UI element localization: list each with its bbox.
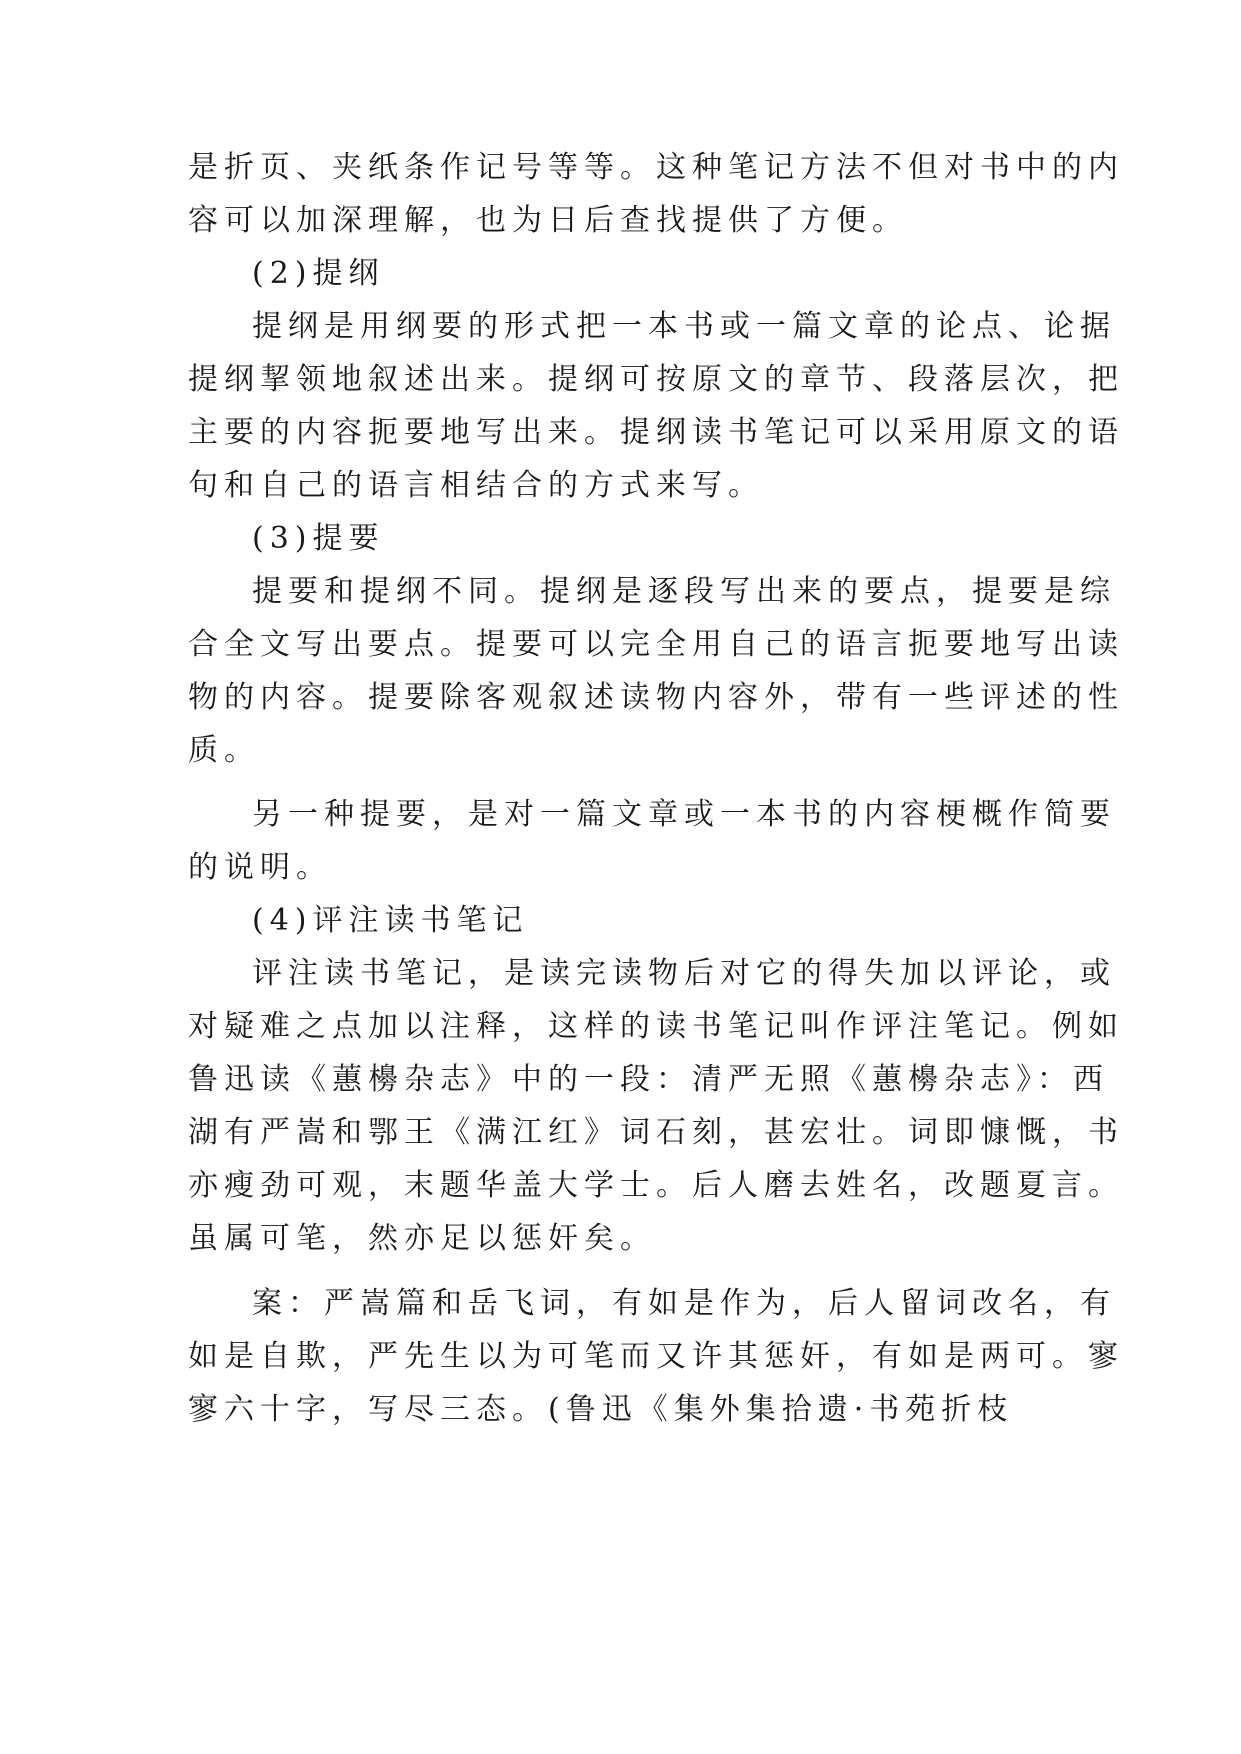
text-line: 提要和提纲不同。提纲是逐段写出来的要点，提要是综 <box>252 574 1116 609</box>
text-line: 是折页、夹纸条作记号等等。这种笔记方法不但对书中的内 <box>188 150 1124 185</box>
text-line: 另一种提要，是对一篇文章或一本书的内容梗概作简要 <box>252 797 1116 832</box>
text-line: 评注读书笔记，是读完读物后对它的得失加以评论，或 <box>252 956 1116 991</box>
text-line: 提纲是用纲要的形式把一本书或一篇文章的论点、论据 <box>252 309 1116 344</box>
text-line: 句和自己的语言相结合的方式来写。 <box>188 468 764 503</box>
section-heading-4: (4)评注读书笔记 <box>252 903 529 938</box>
text-line: 鲁迅读《蕙櫋杂志》中的一段：清严无照《蕙櫋杂志》：西 <box>188 1062 1109 1097</box>
text-line: 容可以加深理解，也为日后查找提供了方便。 <box>188 203 908 238</box>
text-line: 湖有严嵩和鄂王《满江红》词石刻，甚宏壮。词即慷慨，书 <box>188 1115 1124 1150</box>
text-line: 主要的内容扼要地写出来。提纲读书笔记可以采用原文的语 <box>188 415 1124 450</box>
text-line: 的说明。 <box>188 850 332 885</box>
text-line: 如是自欺，严先生以为可笔而又许其惩奸，有如是两可。寥 <box>188 1339 1124 1374</box>
text-line: 合全文写出要点。提要可以完全用自己的语言扼要地写出读 <box>188 627 1124 662</box>
text-line: 物的内容。提要除客观叙述读物内容外，带有一些评述的性 <box>188 680 1124 715</box>
text-line: 质。 <box>188 733 260 768</box>
text-line: 案：严嵩篇和岳飞词，有如是作为，后人留词改名，有 <box>252 1286 1116 1321</box>
section-heading-2: (2)提纲 <box>252 256 385 291</box>
text-line: 提纲挈领地叙述出来。提纲可按原文的章节、段落层次，把 <box>188 362 1124 397</box>
text-line: 寥六十字，写尽三态。(鲁迅《集外集拾遗·书苑折枝 <box>188 1392 1014 1427</box>
text-line: 亦瘦劲可观，末题华盖大学士。后人磨去姓名，改题夏言。 <box>188 1168 1124 1203</box>
section-heading-3: (3)提要 <box>252 521 385 556</box>
text-line: 对疑难之点加以注释，这样的读书笔记叫作评注笔记。例如 <box>188 1009 1124 1044</box>
text-line: 虽属可笔，然亦足以惩奸矣。 <box>188 1221 656 1256</box>
